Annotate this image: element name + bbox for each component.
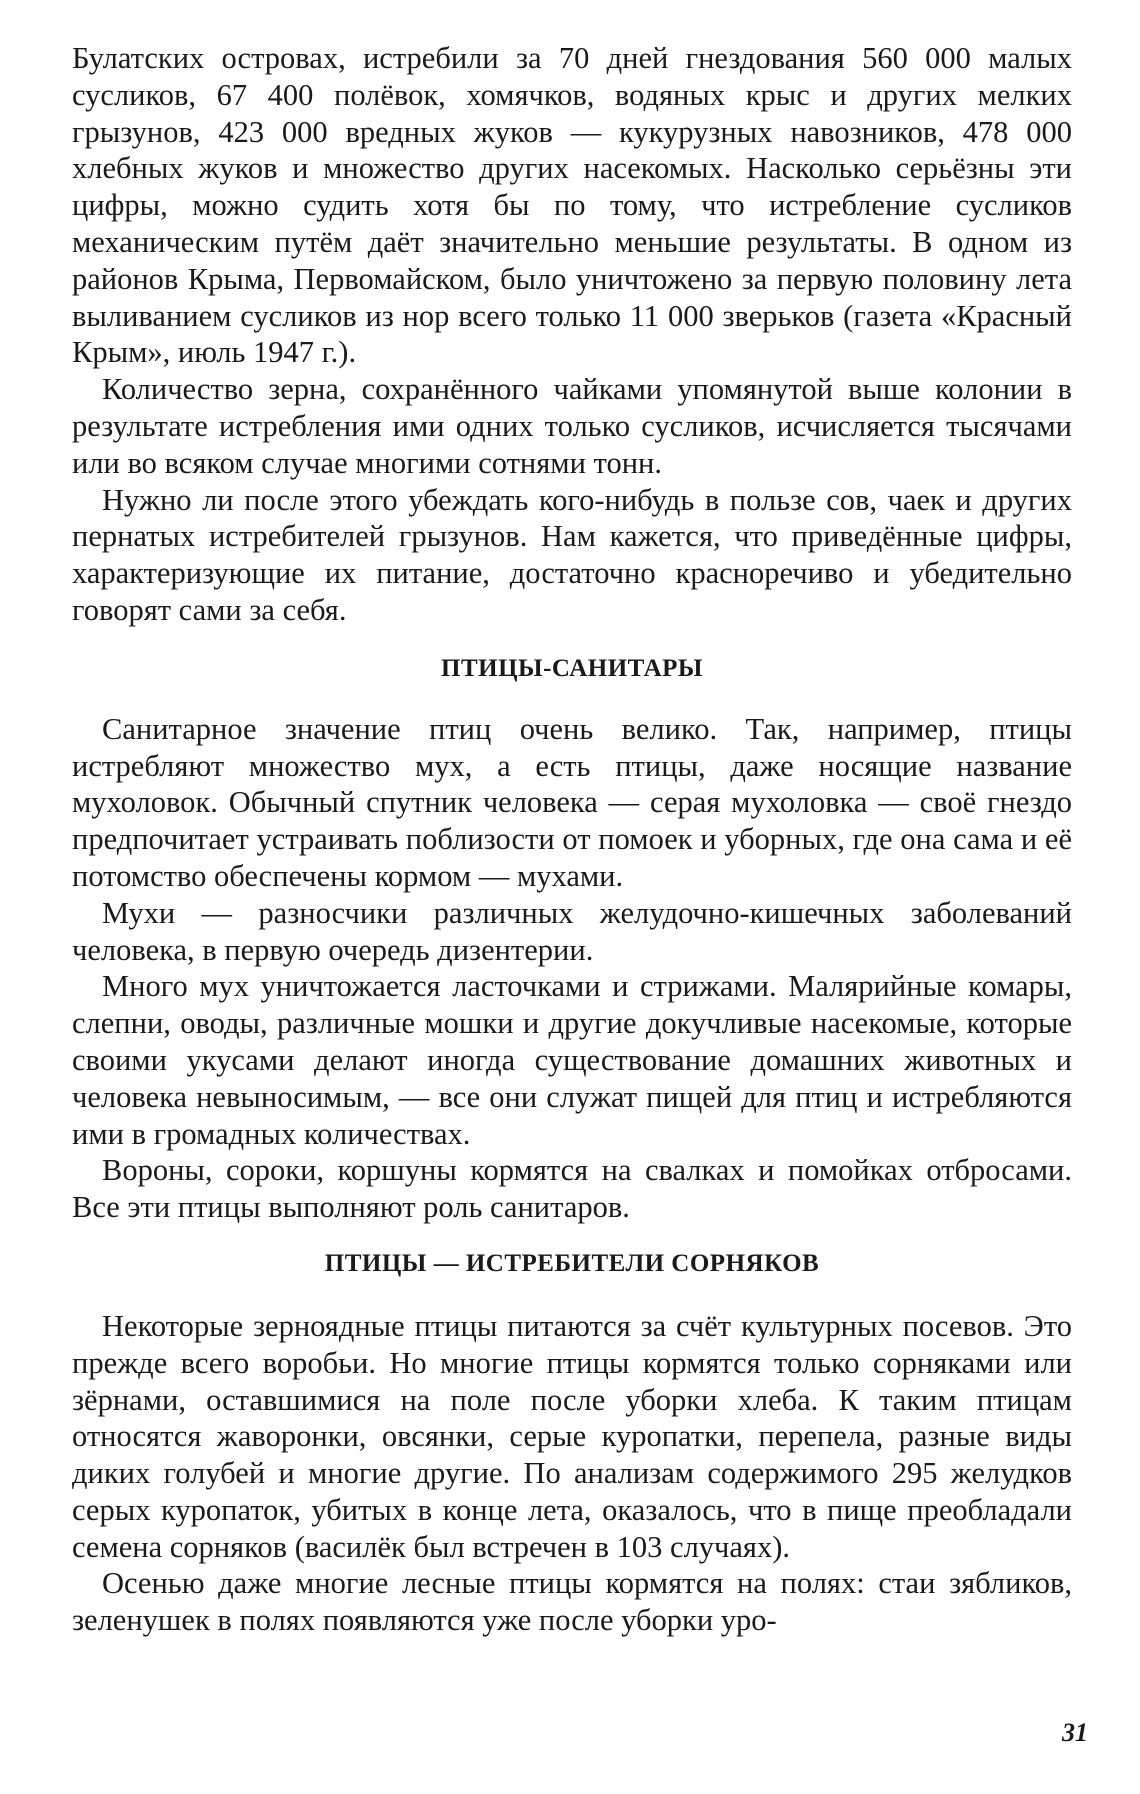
spacer xyxy=(72,687,1072,711)
body-paragraph: Количество зерна, сохранённого чайками упомянутой выше колонии в результате истребления ими одних только сусликов, исчисляется тысячами или во всяком случае многими сотнями тонн. xyxy=(72,372,1072,480)
section-heading: ПТИЦЫ — ИСТРЕБИТЕЛИ СОРНЯКОВ xyxy=(324,1249,820,1277)
spacer xyxy=(72,1282,1072,1308)
body-paragraph: Некоторые зерноядные птицы питаются за счёт культурных посевов. Это прежде всего воробьи. Но многие птицы кормятся только сорняками или зёрнами, оставшимися на поле после уборки хлеба. К таким птицам относятся жаворонки, овсянки, серые куропатки, перепела, разные виды диких голубей и многие другие. По анализам содержимого 295 желудков серых куропаток, убитых в конце лета, оказалось, что в пище преобладали семена сорняков (василёк был встречен в 103 случаях). xyxy=(72,1308,1072,1564)
body-paragraph: Санитарное значение птиц очень велико. Так, например, птицы истребляют множество мух, а есть птицы, даже носящие название мухоловок. Обычный спутник человека — серая мухоловка — своё гнездо предпочитает устраивать поблизости от помоек и уборных, где она сама и её потомство обеспечены кормом — мухами. xyxy=(72,711,1072,893)
body-paragraph: Нужно ли после этого убеждать кого-нибудь в пользе сов, чаек и других пернатых истребителей грызунов. Нам кажется, что приведённые цифры, характеризующие их питание, достаточно красноречиво и убедительно говорят сами за себя. xyxy=(72,482,1072,627)
body-paragraph: Осенью даже многие лесные птицы кормятся на полях: стаи зябликов, зеленушек в полях появляются уже после уборки уро- xyxy=(72,1566,1072,1638)
body-paragraph: Мухи — разносчики различных желудочно-кишечных заболеваний человека, в первую очередь дизентерии. xyxy=(72,895,1072,967)
section-heading: ПТИЦЫ-САНИТАРЫ xyxy=(441,654,703,682)
spacer xyxy=(72,629,1072,651)
body-paragraph: Много мух уничтожается ласточками и стрижами. Малярийные комары, слепни, оводы, различные мошки и другие докучливые насекомые, которые своими укусами делают иногда существование домашних животных и человека невыносимым, — все они служат пищей для птиц и истребляются ими в громадных количествах. xyxy=(72,969,1072,1151)
document-page xyxy=(72,40,1072,1639)
body-paragraph: Булатских островах, истребили за 70 дней гнездования 560 000 малых сусликов, 67 400 полёвок, хомячков, водяных крыс и других мелких грызунов, 423 000 вредных жуков — кукурузных навозников, 478 000 хлебных жуков и множество других насекомых. Насколько серьёзны эти цифры, можно судить хотя бы по тому, что истребление сусликов механическим путём даёт значительно меньшие результаты. В одном из районов Крыма, Первомайском, было уничтожено за первую половину лета выливанием сусликов из нор всего только 11 000 зверьков (газета «Красный Крым», июль 1947 г.). xyxy=(72,41,1072,370)
body-paragraph: Вороны, сороки, коршуны кормятся на свалках и помойках отбросами. Все эти птицы выполняют роль санитаров. xyxy=(72,1153,1072,1225)
spacer xyxy=(72,1226,1072,1246)
page-number: 31 xyxy=(1062,1718,1088,1747)
